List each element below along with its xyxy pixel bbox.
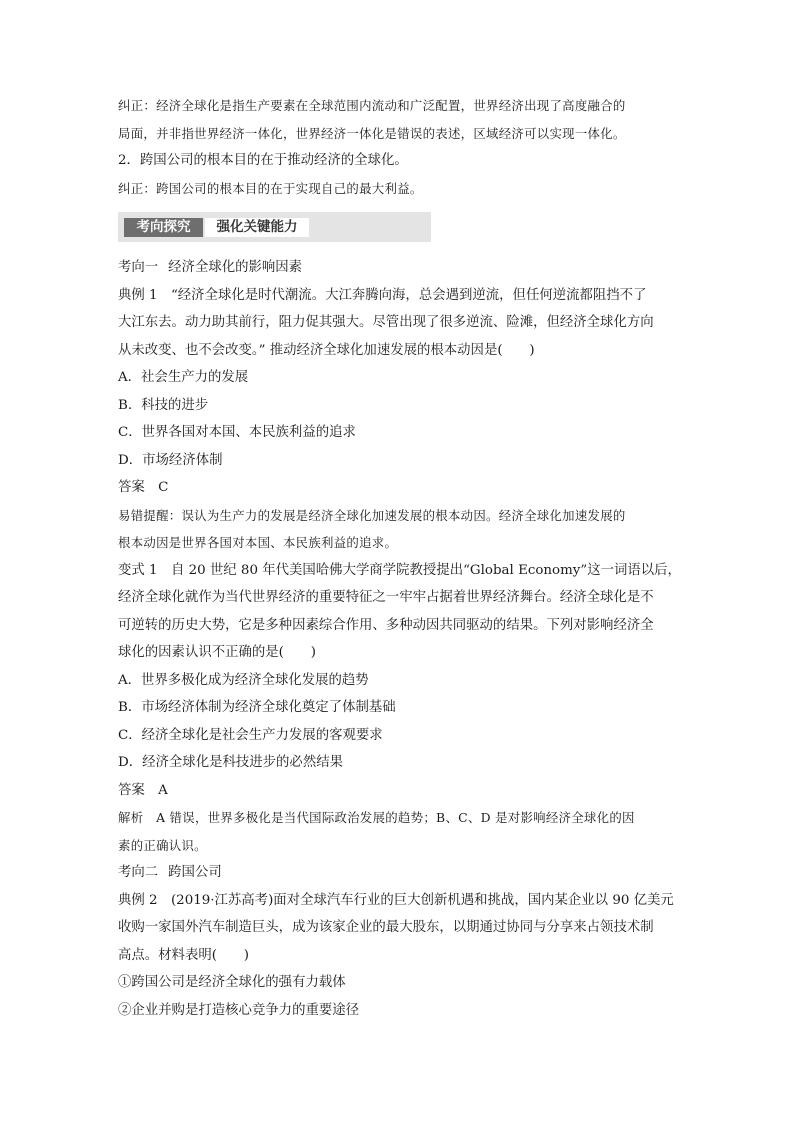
question-line: 高点。材料表明( ) [118, 947, 249, 963]
question-line: 收购一家国外汽车制造巨头，成为该家企业的最大股东，以期通过协同与分享来占领技术制 [118, 920, 654, 935]
banner-label-dark: 考向探究 [124, 218, 203, 237]
statement-item: ②企业并购是打造核心竞争力的重要途径 [118, 1002, 360, 1018]
error-tip-line: 根本动因是世界各国对本国、本民族利益的追求。 [118, 535, 398, 550]
section-banner [118, 212, 431, 242]
question-line: 从未改变、也不会改变。” 推动经济全球化加速发展的根本动因是( ) [118, 342, 535, 358]
misconception-item: 2．跨国公司的根本目的在于推动经济的全球化。 [118, 153, 408, 168]
statement-item: ①跨国公司是经济全球化的强有力载体 [118, 975, 346, 990]
option-a: A．世界多极化成为经济全球化发展的趋势 [118, 672, 369, 688]
option-b: B．市场经济体制为经济全球化奠定了体制基础 [118, 700, 396, 715]
question-line: 球化的因素认识不正确的是( ) [118, 645, 316, 660]
topic-title: 跨国公司 [168, 865, 222, 880]
correction-line: 纠正：跨国公司的根本目的在于实现自己的最大利益。 [118, 180, 423, 196]
option-a: A．社会生产力的发展 [118, 370, 249, 385]
topic-label: 考向一 [118, 260, 159, 275]
option-c: C．经济全球化是社会生产力发展的客观要求 [118, 727, 383, 743]
topic-title: 经济全球化的影响因素 [168, 260, 303, 275]
error-tip-line: 易错提醒：误认为生产力的发展是经济全球化加速发展的根本动因。经济全球化加速发展的 [118, 507, 626, 523]
option-d: D．经济全球化是科技进步的必然结果 [118, 755, 343, 770]
topic-heading [118, 254, 680, 282]
topic-label: 考向二 [118, 865, 159, 880]
question-line: 典例 1 “经济全球化是时代潮流。大江奔腾向海，总会遇到逆流，但任何逆流都阻挡不了 [118, 287, 647, 303]
question-line: 可逆转的历史大势，它是多种因素综合作用、多种动因共同驱动的结果。下列对影响经济全 [118, 617, 654, 633]
example-1 [118, 282, 680, 557]
analysis-line: 解析 A 错误，世界多极化是当代国际政治发展的趋势；B、C、D 是对影响经济全球化的因 [118, 810, 635, 825]
question-line: 大江东去。动力助其前行，阻力促其强大。尽管出现了很多逆流、险滩，但经济全球化方向 [118, 315, 654, 330]
correction-line: 局面，并非指世界经济一体化，世界经济一体化是错误的表述，区域经济可以实现一体化。 [118, 125, 626, 141]
option-d: D．市场经济体制 [118, 452, 223, 468]
banner-label-light: 强化关键能力 [205, 218, 309, 237]
correction-section [118, 92, 680, 202]
question-line: 经济全球化就作为当代世界经济的重要特征之一牢牢占据着世界经济舞台。经济全球化是不 [118, 590, 654, 605]
question-line: 典例 2 (2019·江苏高考)面对全球汽车行业的巨大创新机遇和挑战，国内某企业以 90 亿美元 [118, 892, 674, 908]
question-line: 变式 1 自 20 世纪 80 年代美国哈佛大学商学院教授提出“Global Economy”这一词语以后， [118, 562, 681, 578]
answer: 答案 C [118, 480, 169, 495]
document-page [118, 92, 680, 1024]
correction-line: 纠正：经济全球化是指生产要素在全球范围内流动和广泛配置，世界经济出现了高度融合的 [118, 98, 626, 113]
topic-heading [118, 859, 680, 887]
variant-1 [118, 557, 680, 860]
option-b: B．科技的进步 [118, 397, 209, 413]
answer: 答案 A [118, 782, 168, 798]
example-2 [118, 887, 680, 1025]
analysis-line: 素的正确认识。 [118, 837, 207, 853]
option-c: C．世界各国对本国、本民族利益的追求 [118, 425, 356, 440]
